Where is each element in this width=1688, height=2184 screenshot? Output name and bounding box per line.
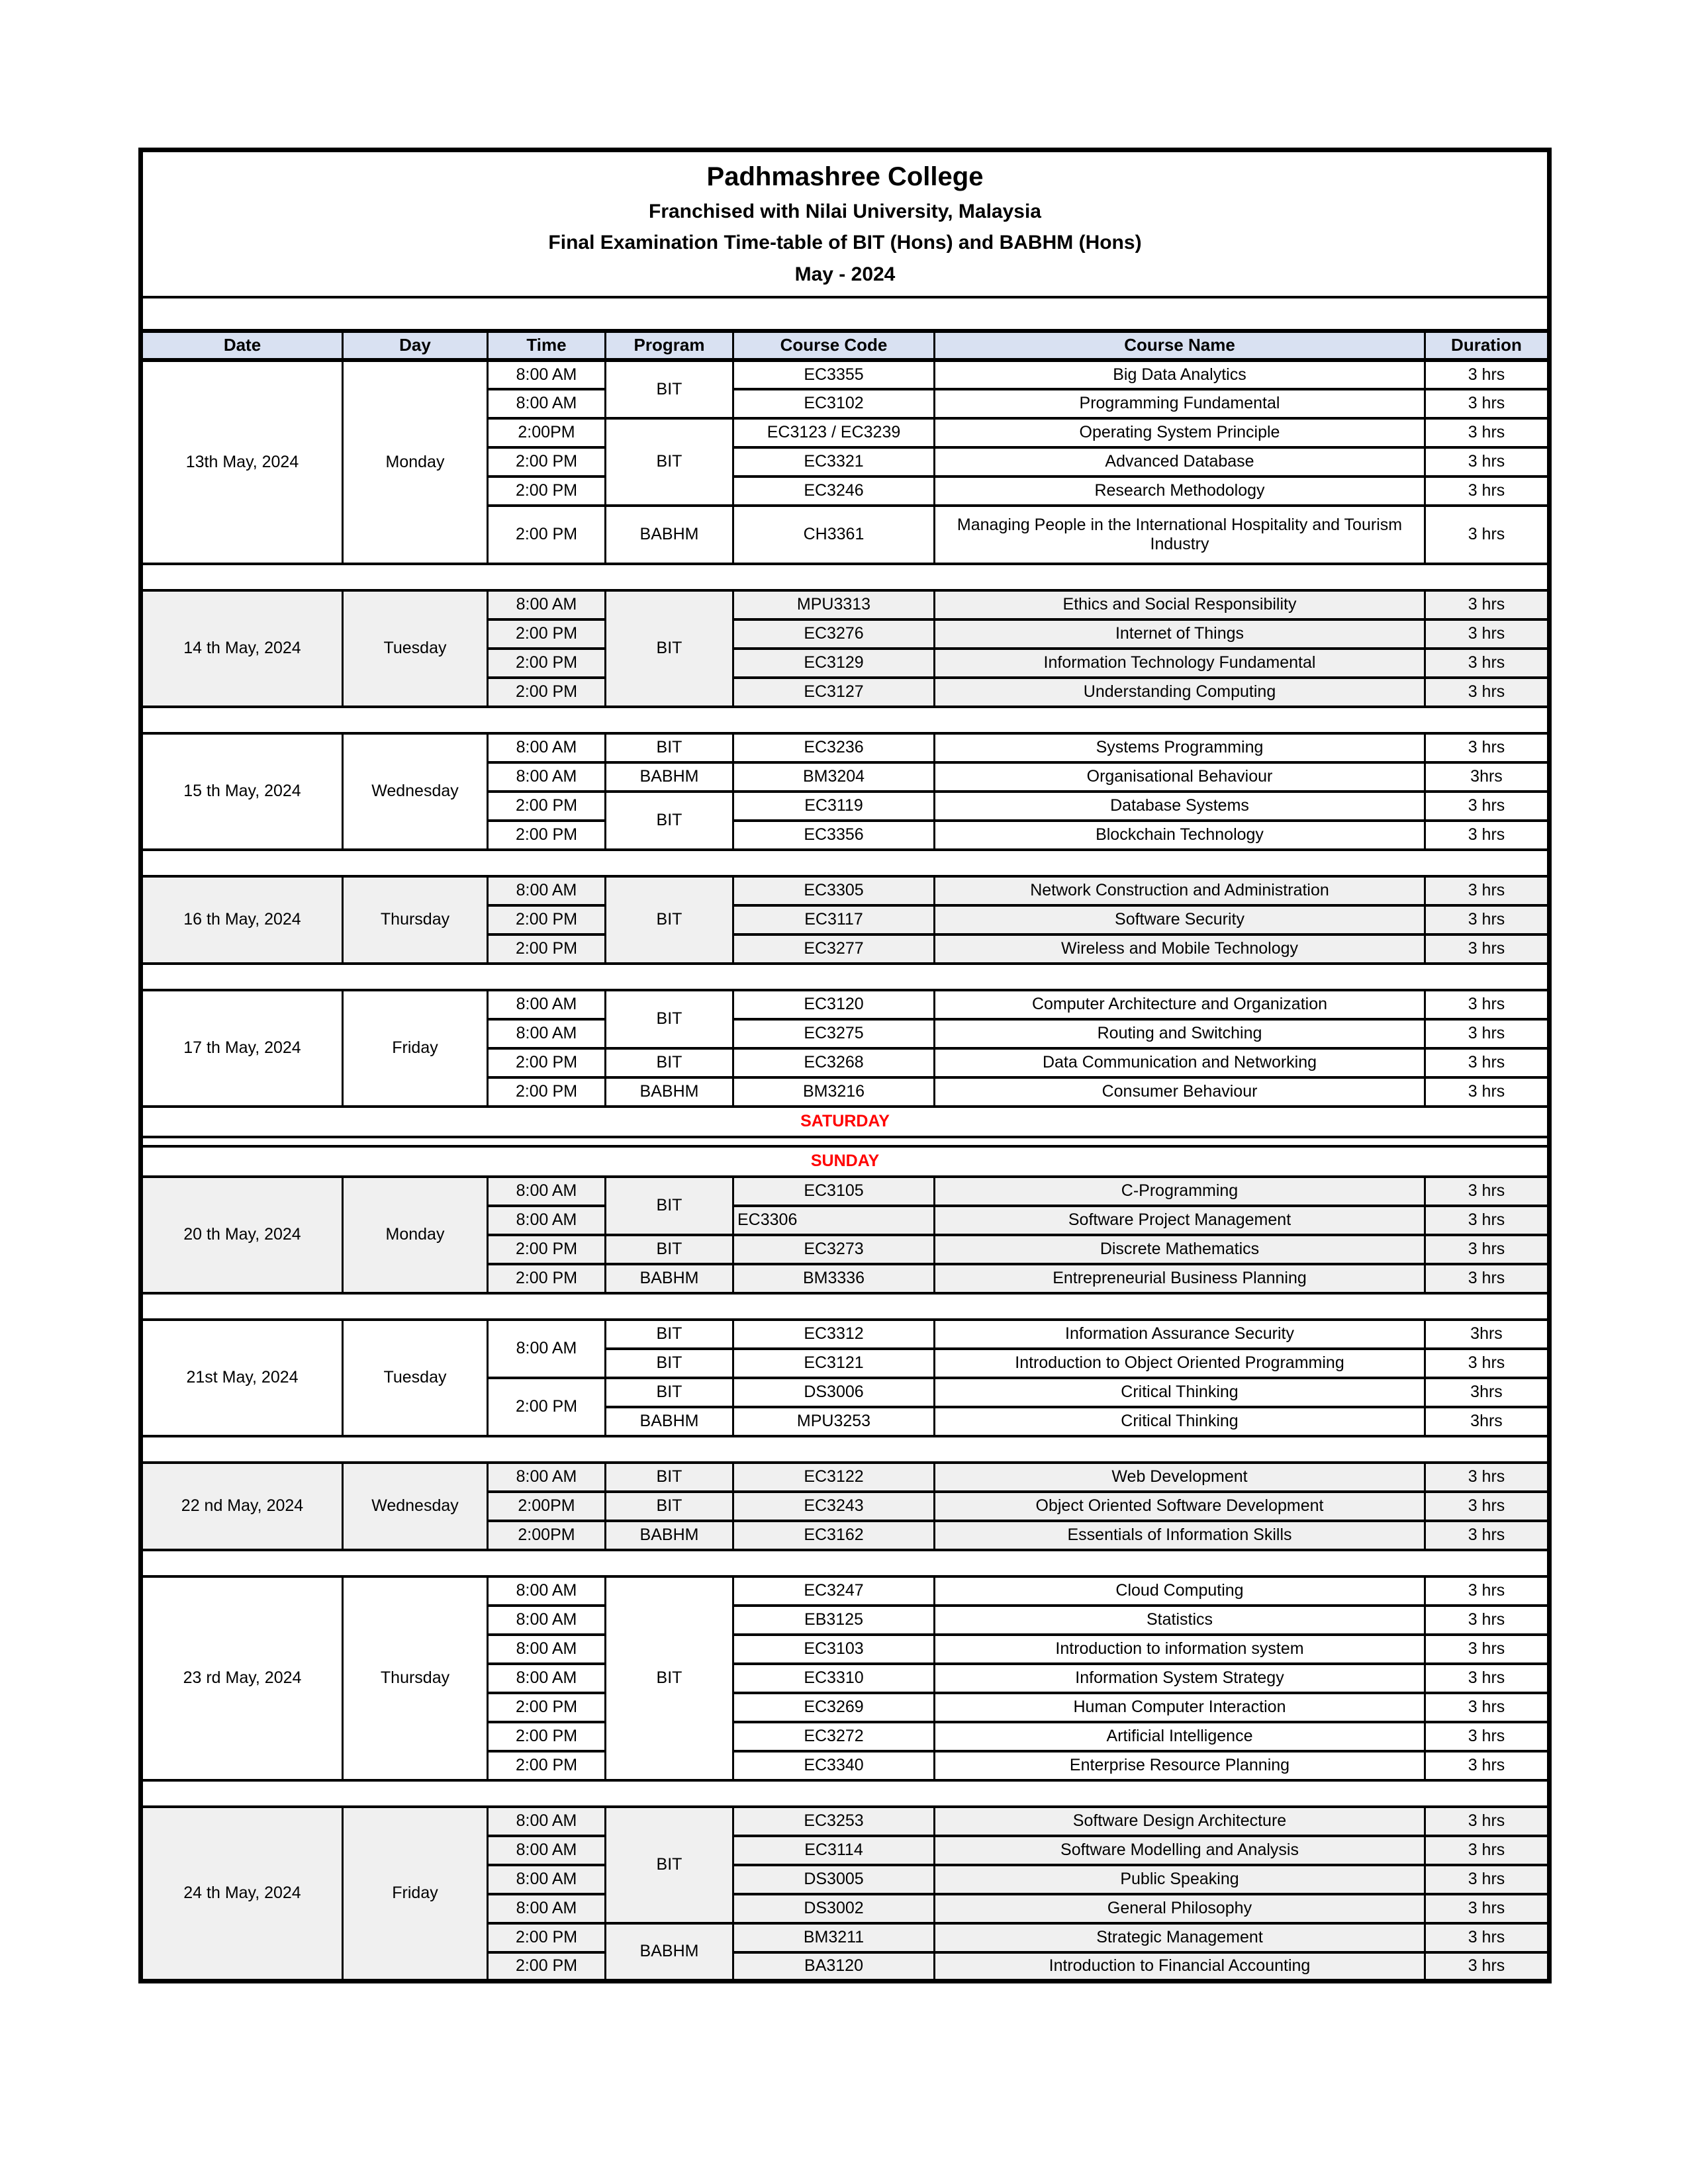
duration-cell: 3 hrs [1425,1923,1550,1952]
course-code-cell: DS3006 [733,1378,935,1407]
duration-cell: 3 hrs [1425,1463,1550,1492]
program-cell: BIT [606,1463,733,1492]
duration-cell: 3 hrs [1425,1894,1550,1923]
col-header-day: Day [343,331,488,360]
course-name-cell: Enterprise Resource Planning [935,1751,1425,1780]
time-cell: 8:00 AM [488,1177,606,1206]
day-cell: Monday [343,360,488,564]
course-code-cell: EC3243 [733,1492,935,1521]
table-head-section [141,150,1550,360]
time-cell: 2:00 PM [488,678,606,707]
program-cell: BIT [606,1177,733,1235]
spacer-row [141,1436,1550,1463]
course-code-cell: EC3310 [733,1664,935,1693]
course-code-cell: EC3162 [733,1521,935,1550]
course-code-cell: EC3253 [733,1807,935,1836]
duration-cell: 3 hrs [1425,1048,1550,1077]
spacer-row-cell [141,564,1550,590]
time-cell: 2:00 PM [488,1235,606,1264]
program-cell: BIT [606,792,733,850]
time-cell: 8:00 AM [488,1606,606,1635]
spacer-row-cell [141,1780,1550,1807]
program-cell: BIT [606,360,733,418]
duration-cell: 3 hrs [1425,934,1550,964]
col-header-duration: Duration [1425,331,1550,360]
course-name-cell: Public Speaking [935,1865,1425,1894]
duration-cell: 3 hrs [1425,1751,1550,1780]
course-code-cell: EC3236 [733,733,935,762]
program-cell: BIT [606,1349,733,1378]
program-cell: BIT [606,1807,733,1923]
course-code-cell: EC3129 [733,649,935,678]
spacer-row [141,707,1550,733]
time-cell: 2:00 PM [488,1722,606,1751]
time-cell: 8:00 AM [488,1320,606,1378]
col-header-course-code: Course Code [733,331,935,360]
college-name: Padhmashree College [706,161,984,191]
duration-cell: 3 hrs [1425,1635,1550,1664]
day-cell: Friday [343,1807,488,1981]
duration-cell: 3 hrs [1425,418,1550,447]
duration-cell: 3 hrs [1425,678,1550,707]
course-name-cell: Software Security [935,905,1425,934]
course-code-cell: EC3122 [733,1463,935,1492]
duration-cell: 3 hrs [1425,1349,1550,1378]
course-name-cell: Wireless and Mobile Technology [935,934,1425,964]
duration-cell: 3 hrs [1425,1952,1550,1981]
course-name-cell: Introduction to Object Oriented Programming [935,1349,1425,1378]
duration-cell: 3 hrs [1425,1693,1550,1722]
duration-cell: 3 hrs [1425,733,1550,762]
spacer-row [141,1550,1550,1576]
duration-cell: 3 hrs [1425,389,1550,418]
program-cell: BIT [606,1492,733,1521]
time-cell: 8:00 AM [488,990,606,1019]
exam-title: Final Examination Time-table of BIT (Hons) and BABHM (Hons) [548,232,1142,254]
program-cell: BIT [606,1048,733,1077]
program-cell: BABHM [606,1077,733,1107]
course-code-cell: EC3102 [733,389,935,418]
day-cell: Thursday [343,876,488,964]
date-cell: 17 th May, 2024 [141,990,343,1107]
course-name-cell: Managing People in the International Hospitality and Tourism Industry [935,506,1425,564]
time-cell: 2:00 PM [488,1048,606,1077]
course-code-cell: EC3121 [733,1349,935,1378]
course-name-cell: Understanding Computing [935,678,1425,707]
spacer-row [141,564,1550,590]
course-code-cell: BM3336 [733,1264,935,1293]
course-code-cell: EC3321 [733,447,935,477]
spacer-row-cell [141,850,1550,876]
exam-row [141,1177,1550,1206]
spacer-row-cell [141,1550,1550,1576]
course-code-cell: EC3273 [733,1235,935,1264]
duration-cell: 3 hrs [1425,1606,1550,1635]
timetable-table [138,148,1552,1983]
course-code-cell: DS3005 [733,1865,935,1894]
time-cell: 8:00 AM [488,1206,606,1235]
course-code-cell: BM3216 [733,1077,935,1107]
title-block [147,153,1543,295]
title-gap-row [141,297,1550,331]
time-cell: 8:00 AM [488,590,606,619]
course-name-cell: Software Design Architecture [935,1807,1425,1836]
course-code-cell: EC3275 [733,1019,935,1048]
time-cell: 2:00 PM [488,447,606,477]
course-name-cell: Consumer Behaviour [935,1077,1425,1107]
day-cell: Thursday [343,1576,488,1780]
time-cell: 8:00 AM [488,1635,606,1664]
course-name-cell: Research Methodology [935,477,1425,506]
course-code-cell: EC3247 [733,1576,935,1606]
time-cell: 2:00 PM [488,1952,606,1981]
course-code-cell: EC3103 [733,1635,935,1664]
course-code-cell: DS3002 [733,1894,935,1923]
exam-row [141,990,1550,1019]
course-name-cell: Web Development [935,1463,1425,1492]
course-name-cell: Entrepreneurial Business Planning [935,1264,1425,1293]
course-code-cell: EC3356 [733,821,935,850]
time-cell: 2:00 PM [488,792,606,821]
program-cell: BIT [606,1235,733,1264]
course-name-cell: Routing and Switching [935,1019,1425,1048]
time-cell: 2:00 PM [488,1751,606,1780]
col-header-time: Time [488,331,606,360]
course-name-cell: Software Project Management [935,1206,1425,1235]
date-cell: 15 th May, 2024 [141,733,343,850]
time-cell: 2:00 PM [488,1693,606,1722]
weekend-row-saturday-cell: SATURDAY [141,1107,1550,1137]
course-name-cell: Network Construction and Administration [935,876,1425,905]
spacer-row [141,1780,1550,1807]
course-name-cell: Systems Programming [935,733,1425,762]
duration-cell: 3 hrs [1425,821,1550,850]
title-row [141,150,1550,297]
time-cell: 2:00 PM [488,1378,606,1436]
duration-cell: 3 hrs [1425,619,1550,649]
table-body-section [141,360,1550,1981]
duration-cell: 3 hrs [1425,477,1550,506]
day-cell: Friday [343,990,488,1107]
weekend-gap-row [141,1137,1550,1146]
spacer-row-cell [141,964,1550,990]
duration-cell: 3hrs [1425,762,1550,792]
course-code-cell: EC3355 [733,360,935,389]
course-name-cell: Introduction to information system [935,1635,1425,1664]
time-cell: 8:00 AM [488,733,606,762]
day-cell: Wednesday [343,733,488,850]
duration-cell: 3 hrs [1425,792,1550,821]
time-cell: 8:00 AM [488,1576,606,1606]
duration-cell: 3 hrs [1425,1492,1550,1521]
duration-cell: 3hrs [1425,1378,1550,1407]
program-cell: BIT [606,418,733,506]
day-cell: Tuesday [343,590,488,707]
duration-cell: 3 hrs [1425,1077,1550,1107]
course-name-cell: Database Systems [935,792,1425,821]
time-cell: 2:00 PM [488,1077,606,1107]
course-code-cell: CH3361 [733,506,935,564]
course-name-cell: Data Communication and Networking [935,1048,1425,1077]
exam-row [141,876,1550,905]
course-code-cell: MPU3253 [733,1407,935,1436]
course-code-cell: EC3276 [733,619,935,649]
spacer-row-cell [141,1436,1550,1463]
exam-row [141,360,1550,389]
spacer-row [141,850,1550,876]
course-name-cell: Cloud Computing [935,1576,1425,1606]
time-cell: 8:00 AM [488,360,606,389]
course-name-cell: General Philosophy [935,1894,1425,1923]
course-code-cell: EC3306 [733,1206,935,1235]
course-name-cell: Operating System Principle [935,418,1425,447]
time-cell: 2:00 PM [488,905,606,934]
date-cell: 20 th May, 2024 [141,1177,343,1293]
course-name-cell: Big Data Analytics [935,360,1425,389]
weekend-row-saturday [141,1107,1550,1137]
program-cell: BABHM [606,1407,733,1436]
time-cell: 8:00 AM [488,762,606,792]
gap-cell [141,297,1550,331]
course-name-cell: Information Assurance Security [935,1320,1425,1349]
duration-cell: 3hrs [1425,1407,1550,1436]
course-name-cell: Critical Thinking [935,1407,1425,1436]
duration-cell: 3 hrs [1425,1206,1550,1235]
course-name-cell: Artificial Intelligence [935,1722,1425,1751]
day-cell: Wednesday [343,1463,488,1550]
duration-cell: 3 hrs [1425,1235,1550,1264]
program-cell: BIT [606,590,733,707]
exam-row [141,1576,1550,1606]
course-name-cell: Software Modelling and Analysis [935,1836,1425,1865]
course-code-cell: EC3272 [733,1722,935,1751]
course-name-cell: Object Oriented Software Development [935,1492,1425,1521]
duration-cell: 3 hrs [1425,590,1550,619]
time-cell: 8:00 AM [488,1865,606,1894]
date-cell: 14 th May, 2024 [141,590,343,707]
course-name-cell: Information Technology Fundamental [935,649,1425,678]
duration-cell: 3 hrs [1425,360,1550,389]
course-code-cell: BM3211 [733,1923,935,1952]
duration-cell: 3 hrs [1425,1521,1550,1550]
weekend-row-sunday-cell: SUNDAY [141,1146,1550,1177]
course-name-cell: Internet of Things [935,619,1425,649]
course-name-cell: Discrete Mathematics [935,1235,1425,1264]
duration-cell: 3 hrs [1425,1722,1550,1751]
program-cell: BIT [606,733,733,762]
duration-cell: 3 hrs [1425,1177,1550,1206]
course-name-cell: Introduction to Financial Accounting [935,1952,1425,1981]
program-cell: BIT [606,1576,733,1780]
course-code-cell: EC3340 [733,1751,935,1780]
course-code-cell: EC3105 [733,1177,935,1206]
duration-cell: 3 hrs [1425,1836,1550,1865]
course-code-cell: EC3269 [733,1693,935,1722]
course-name-cell: Statistics [935,1606,1425,1635]
course-name-cell: Blockchain Technology [935,821,1425,850]
course-code-cell: BM3204 [733,762,935,792]
exam-row [141,1463,1550,1492]
exam-row [141,733,1550,762]
program-cell: BABHM [606,506,733,564]
time-cell: 2:00PM [488,418,606,447]
column-header-row [141,331,1550,360]
spacer-row-cell [141,1293,1550,1320]
program-cell: BIT [606,876,733,964]
duration-cell: 3 hrs [1425,905,1550,934]
course-code-cell: MPU3313 [733,590,935,619]
course-code-cell: EC3305 [733,876,935,905]
course-code-cell: EC3123 / EC3239 [733,418,935,447]
date-cell: 22 nd May, 2024 [141,1463,343,1550]
time-cell: 8:00 AM [488,1807,606,1836]
course-code-cell: EC3277 [733,934,935,964]
course-code-cell: BA3120 [733,1952,935,1981]
col-header-course-name: Course Name [935,331,1425,360]
course-name-cell: Critical Thinking [935,1378,1425,1407]
time-cell: 2:00PM [488,1492,606,1521]
course-code-cell: EC3268 [733,1048,935,1077]
exam-row [141,1320,1550,1349]
duration-cell: 3 hrs [1425,1576,1550,1606]
duration-cell: 3hrs [1425,1320,1550,1349]
course-code-cell: EC3120 [733,990,935,1019]
duration-cell: 3 hrs [1425,506,1550,564]
exam-row [141,590,1550,619]
course-code-cell: EC3312 [733,1320,935,1349]
program-cell: BIT [606,1378,733,1407]
month-line: May - 2024 [794,263,896,285]
duration-cell: 3 hrs [1425,1019,1550,1048]
course-name-cell: Strategic Management [935,1923,1425,1952]
time-cell: 2:00 PM [488,477,606,506]
spacer-row [141,964,1550,990]
time-cell: 8:00 AM [488,876,606,905]
col-header-program: Program [606,331,733,360]
spacer-row [141,1293,1550,1320]
duration-cell: 3 hrs [1425,1807,1550,1836]
duration-cell: 3 hrs [1425,649,1550,678]
duration-cell: 3 hrs [1425,990,1550,1019]
course-name-cell: Ethics and Social Responsibility [935,590,1425,619]
course-name-cell: Essentials of Information Skills [935,1521,1425,1550]
day-cell: Tuesday [343,1320,488,1436]
course-name-cell: Organisational Behaviour [935,762,1425,792]
course-code-cell: EB3125 [733,1606,935,1635]
course-name-cell: Information System Strategy [935,1664,1425,1693]
time-cell: 8:00 AM [488,1836,606,1865]
course-name-cell: Computer Architecture and Organization [935,990,1425,1019]
course-code-cell: EC3246 [733,477,935,506]
program-cell: BABHM [606,1923,733,1981]
course-code-cell: EC3114 [733,1836,935,1865]
time-cell: 2:00 PM [488,1923,606,1952]
program-cell: BABHM [606,1264,733,1293]
course-name-cell: Programming Fundamental [935,389,1425,418]
col-header-date: Date [141,331,343,360]
program-cell: BABHM [606,762,733,792]
title-cell [141,150,1550,297]
course-code-cell: EC3127 [733,678,935,707]
course-code-cell: EC3119 [733,792,935,821]
date-cell: 16 th May, 2024 [141,876,343,964]
course-name-cell: C-Programming [935,1177,1425,1206]
time-cell: 2:00PM [488,1521,606,1550]
program-cell: BABHM [606,1521,733,1550]
time-cell: 8:00 AM [488,1664,606,1693]
franchise-line: Franchised with Nilai University, Malaysia [649,201,1041,223]
time-cell: 2:00 PM [488,619,606,649]
weekend-row-sunday [141,1146,1550,1177]
course-name-cell: Advanced Database [935,447,1425,477]
time-cell: 8:00 AM [488,389,606,418]
course-name-cell: Human Computer Interaction [935,1693,1425,1722]
duration-cell: 3 hrs [1425,447,1550,477]
time-cell: 2:00 PM [488,934,606,964]
time-cell: 8:00 AM [488,1463,606,1492]
weekend-gap-row-cell [141,1137,1550,1146]
exam-row [141,1807,1550,1836]
time-cell: 8:00 AM [488,1894,606,1923]
program-cell: BIT [606,1320,733,1349]
duration-cell: 3 hrs [1425,876,1550,905]
time-cell: 8:00 AM [488,1019,606,1048]
day-cell: Monday [343,1177,488,1293]
duration-cell: 3 hrs [1425,1664,1550,1693]
time-cell: 2:00 PM [488,506,606,564]
date-cell: 21st May, 2024 [141,1320,343,1436]
time-cell: 2:00 PM [488,821,606,850]
date-cell: 24 th May, 2024 [141,1807,343,1981]
program-cell: BIT [606,990,733,1048]
date-cell: 13th May, 2024 [141,360,343,564]
time-cell: 2:00 PM [488,1264,606,1293]
spacer-row-cell [141,707,1550,733]
time-cell: 2:00 PM [488,649,606,678]
duration-cell: 3 hrs [1425,1865,1550,1894]
duration-cell: 3 hrs [1425,1264,1550,1293]
date-cell: 23 rd May, 2024 [141,1576,343,1780]
course-code-cell: EC3117 [733,905,935,934]
